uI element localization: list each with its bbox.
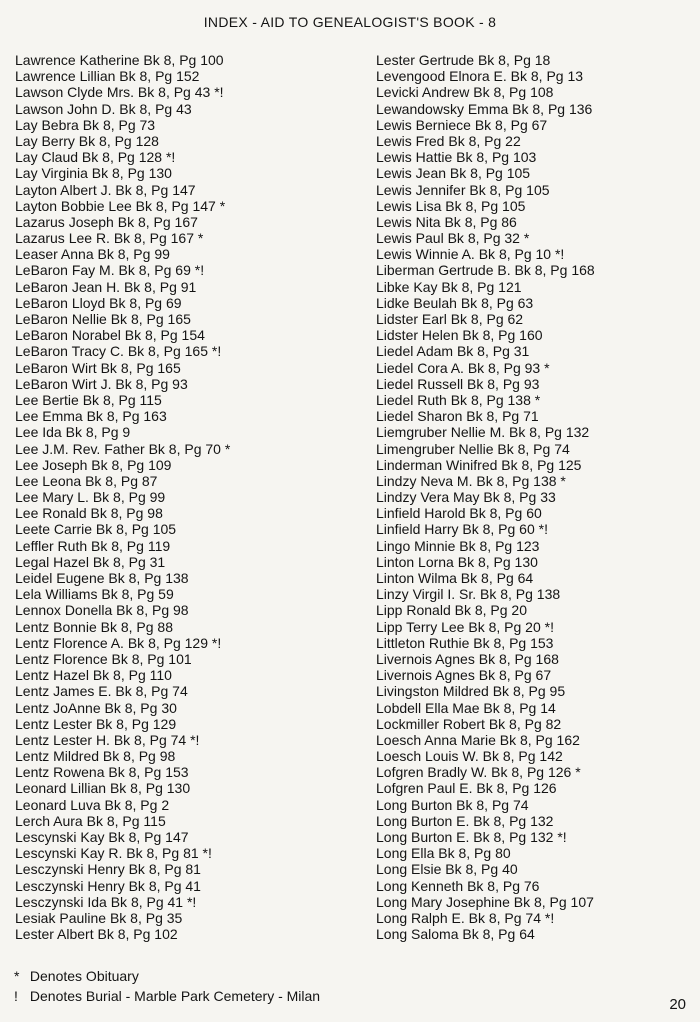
index-entry: Layton Albert J. Bk 8, Pg 147 bbox=[15, 181, 196, 198]
index-entry: Lee Bertie Bk 8, Pg 115 bbox=[15, 391, 162, 408]
index-entry: Long Kenneth Bk 8, Pg 76 bbox=[376, 877, 540, 894]
index-entry: Lay Virginia Bk 8, Pg 130 bbox=[15, 165, 172, 182]
index-entry: LeBaron Fay M. Bk 8, Pg 69 *! bbox=[15, 262, 205, 279]
index-entry: Lobdell Ella Mae Bk 8, Pg 14 bbox=[376, 699, 556, 716]
index-entry: Long Mary Josephine Bk 8, Pg 107 bbox=[376, 893, 594, 910]
index-entry: Lewis Lisa Bk 8, Pg 105 bbox=[376, 197, 526, 214]
index-entry: Lofgren Paul E. Bk 8, Pg 126 bbox=[376, 780, 557, 797]
index-entry: Linton Lorna Bk 8, Pg 130 bbox=[376, 553, 538, 570]
index-entry: LeBaron Wirt J. Bk 8, Pg 93 bbox=[15, 375, 188, 392]
index-entry: Lawrence Lillian Bk 8, Pg 152 bbox=[15, 68, 200, 85]
index-entry: Lentz Lester H. Bk 8, Pg 74 *! bbox=[15, 731, 200, 748]
index-entry: Livernois Agnes Bk 8, Pg 67 bbox=[376, 667, 552, 684]
index-entry: LeBaron Lloyd Bk 8, Pg 69 bbox=[15, 294, 182, 311]
index-entry: Leaser Anna Bk 8, Pg 99 bbox=[15, 246, 170, 263]
index-entry: Lofgren Bradly W. Bk 8, Pg 126 * bbox=[376, 764, 581, 781]
legend bbox=[14, 966, 320, 1006]
index-entry: Livernois Agnes Bk 8, Pg 168 bbox=[376, 650, 559, 667]
index-entry: Lindzy Neva M. Bk 8, Pg 138 * bbox=[376, 472, 566, 489]
index-entry: Liedel Russell Bk 8, Pg 93 bbox=[376, 375, 540, 392]
index-entry: Lentz Hazel Bk 8, Pg 110 bbox=[15, 667, 172, 684]
index-entry: Linzy Virgil I. Sr. Bk 8, Pg 138 bbox=[376, 586, 561, 603]
index-column-right bbox=[376, 52, 696, 942]
index-entry: Long Ella Bk 8, Pg 80 bbox=[376, 845, 511, 862]
index-entry: Long Saloma Bk 8, Pg 64 bbox=[376, 926, 535, 943]
index-entry: Lee Ida Bk 8, Pg 9 bbox=[15, 424, 131, 441]
index-entry: Lentz Rowena Bk 8, Pg 153 bbox=[15, 764, 189, 781]
index-entry: LeBaron Nellie Bk 8, Pg 165 bbox=[15, 311, 191, 327]
index-entry: Lentz JoAnne Bk 8, Pg 30 bbox=[15, 699, 177, 716]
index-entry: LeBaron Norabel Bk 8, Pg 154 bbox=[15, 327, 205, 344]
index-entry: Loesch Anna Marie Bk 8, Pg 162 bbox=[376, 731, 580, 748]
index-entry: Lee Joseph Bk 8, Pg 109 bbox=[15, 456, 172, 473]
index-entry: Lentz James E. Bk 8, Pg 74 bbox=[15, 683, 188, 700]
index-entry: Littleton Ruthie Bk 8, Pg 153 bbox=[376, 634, 554, 651]
index-entry: Lennox Donella Bk 8, Pg 98 bbox=[15, 602, 189, 619]
index-entry: Lewis Hattie Bk 8, Pg 103 bbox=[376, 149, 537, 166]
index-entry: Lewis Berniece Bk 8, Pg 67 bbox=[376, 116, 548, 133]
index-entry: Lipp Terry Lee Bk 8, Pg 20 *! bbox=[376, 618, 554, 635]
index-entry: Liedel Sharon Bk 8, Pg 71 bbox=[376, 408, 539, 425]
legend-symbol: ! bbox=[14, 988, 18, 1004]
index-entry: Lidster Earl Bk 8, Pg 62 bbox=[376, 311, 524, 327]
index-entry: Lazarus Joseph Bk 8, Pg 167 bbox=[15, 213, 198, 230]
index-entry: Levicki Andrew Bk 8, Pg 108 bbox=[376, 84, 554, 101]
index-entry: Linfield Harold Bk 8, Pg 60 bbox=[376, 505, 542, 522]
index-entry: Lewis Paul Bk 8, Pg 32 * bbox=[376, 230, 530, 247]
index-entry: Lela Williams Bk 8, Pg 59 bbox=[15, 586, 174, 603]
index-entry: Lescynski Kay R. Bk 8, Pg 81 *! bbox=[15, 845, 212, 862]
legend-text: Denotes Obituary bbox=[29, 968, 139, 984]
index-entry: Linton Wilma Bk 8, Pg 64 bbox=[376, 570, 534, 586]
index-entry: Lingo Minnie Bk 8, Pg 123 bbox=[376, 537, 540, 554]
index-entry: Lewandowsky Emma Bk 8, Pg 136 bbox=[376, 100, 593, 117]
index-entry: Lay Bebra Bk 8, Pg 73 bbox=[15, 116, 156, 133]
legend-text: Denotes Burial - Marble Park Cemetery - Milan bbox=[29, 988, 321, 1004]
index-entry: Lidster Helen Bk 8, Pg 160 bbox=[376, 327, 543, 344]
index-entry: LeBaron Wirt Bk 8, Pg 165 bbox=[15, 359, 181, 376]
index-entry: Layton Bobbie Lee Bk 8, Pg 147 * bbox=[15, 197, 226, 214]
index-entry: Leonard Luva Bk 8, Pg 2 bbox=[15, 796, 170, 813]
index-entry: Lazarus Lee R. Bk 8, Pg 167 * bbox=[15, 230, 204, 247]
index-entry: Long Burton E. Bk 8, Pg 132 bbox=[376, 812, 554, 829]
index-entry: Livingston Mildred Bk 8, Pg 95 bbox=[376, 683, 566, 700]
index-entry: Lester Gertrude Bk 8, Pg 18 bbox=[376, 52, 551, 68]
index-entry: Lee Ronald Bk 8, Pg 98 bbox=[15, 505, 163, 522]
index-entry: Lee Leona Bk 8, Pg 87 bbox=[15, 472, 158, 489]
index-entry: Liedel Adam Bk 8, Pg 31 bbox=[376, 343, 530, 360]
index-entry: Lesczynski Henry Bk 8, Pg 81 bbox=[15, 861, 201, 878]
index-entry: Liberman Gertrude B. Bk 8, Pg 168 bbox=[376, 262, 595, 279]
index-entry: Lawrence Katherine Bk 8, Pg 100 bbox=[15, 52, 224, 68]
index-entry: Lewis Jean Bk 8, Pg 105 bbox=[376, 165, 531, 182]
index-entry: LeBaron Jean H. Bk 8, Pg 91 bbox=[15, 278, 197, 295]
index-entry: Lester Albert Bk 8, Pg 102 bbox=[15, 926, 178, 943]
index-entry: Lay Berry Bk 8, Pg 128 bbox=[15, 132, 159, 149]
index-entry: Lawson John D. Bk 8, Pg 43 bbox=[15, 100, 192, 117]
index-entry: Linderman Winifred Bk 8, Pg 125 bbox=[376, 456, 582, 473]
index-entry: Lentz Mildred Bk 8, Pg 98 bbox=[15, 748, 176, 765]
index-entry: Limengruber Nellie Bk 8, Pg 74 bbox=[376, 440, 570, 457]
index-entry: Leidel Eugene Bk 8, Pg 138 bbox=[15, 570, 189, 586]
index-entry: Lescynski Kay Bk 8, Pg 147 bbox=[15, 829, 189, 845]
index-entry: Leonard Lillian Bk 8, Pg 130 bbox=[15, 780, 191, 797]
legend-symbol: * bbox=[14, 968, 20, 984]
index-entry: Lockmiller Robert Bk 8, Pg 82 bbox=[376, 715, 562, 732]
index-entry: Lay Claud Bk 8, Pg 128 *! bbox=[15, 149, 176, 166]
index-entry: Lindzy Vera May Bk 8, Pg 33 bbox=[376, 489, 556, 506]
legend-item-burial bbox=[14, 986, 320, 1006]
index-entry: Lipp Ronald Bk 8, Pg 20 bbox=[376, 602, 527, 619]
index-entry: Lerch Aura Bk 8, Pg 115 bbox=[15, 812, 166, 829]
index-entry: Lawson Clyde Mrs. Bk 8, Pg 43 *! bbox=[15, 84, 224, 101]
index-entry: Long Ralph E. Bk 8, Pg 74 *! bbox=[376, 909, 555, 926]
index-entry: Lentz Florence A. Bk 8, Pg 129 *! bbox=[15, 634, 222, 651]
index-entry: Lentz Lester Bk 8, Pg 129 bbox=[15, 715, 177, 732]
index-entry: Legal Hazel Bk 8, Pg 31 bbox=[15, 553, 166, 570]
index-column-left bbox=[15, 52, 355, 942]
index-entry: Lentz Florence Bk 8, Pg 101 bbox=[15, 650, 192, 667]
legend-item-obituary bbox=[14, 966, 320, 986]
index-entry: Lesczynski Henry Bk 8, Pg 41 bbox=[15, 877, 201, 894]
index-entry: Levengood Elnora E. Bk 8, Pg 13 bbox=[376, 68, 584, 85]
page-title: INDEX - AID TO GENEALOGIST'S BOOK - 8 bbox=[203, 14, 497, 30]
index-entry: Long Burton E. Bk 8, Pg 132 *! bbox=[376, 829, 567, 845]
index-entry: Linfield Harry Bk 8, Pg 60 *! bbox=[376, 521, 548, 538]
index-entry: Liedel Cora A. Bk 8, Pg 93 * bbox=[376, 359, 550, 376]
index-entry: Long Elsie Bk 8, Pg 40 bbox=[376, 861, 518, 878]
index-entry: Leete Carrie Bk 8, Pg 105 bbox=[15, 521, 177, 538]
index-entry: Lentz Bonnie Bk 8, Pg 88 bbox=[15, 618, 173, 635]
index-entry: Lee J.M. Rev. Father Bk 8, Pg 70 * bbox=[15, 440, 231, 457]
index-entry: LeBaron Tracy C. Bk 8, Pg 165 *! bbox=[15, 343, 222, 360]
index-entry: Lesczynski Ida Bk 8, Pg 41 *! bbox=[15, 893, 197, 910]
index-entry: Lee Emma Bk 8, Pg 163 bbox=[15, 408, 167, 425]
index-entry: Lidke Beulah Bk 8, Pg 63 bbox=[376, 294, 534, 311]
index-entry: Leffler Ruth Bk 8, Pg 119 bbox=[15, 537, 171, 554]
index-entry: Lewis Jennifer Bk 8, Pg 105 bbox=[376, 181, 550, 198]
index-entry: Lee Mary L. Bk 8, Pg 99 bbox=[15, 489, 166, 506]
index-entry: Long Burton Bk 8, Pg 74 bbox=[376, 796, 529, 813]
index-entry: Liemgruber Nellie M. Bk 8, Pg 132 bbox=[376, 424, 590, 441]
index-entry: Lewis Winnie A. Bk 8, Pg 10 *! bbox=[376, 246, 565, 263]
index-entry: Liedel Ruth Bk 8, Pg 138 * bbox=[376, 391, 541, 408]
index-entry: Lewis Fred Bk 8, Pg 22 bbox=[376, 132, 521, 149]
page-number: 20 bbox=[669, 996, 686, 1013]
index-entry: Lesiak Pauline Bk 8, Pg 35 bbox=[15, 909, 183, 926]
index-entry: Lewis Nita Bk 8, Pg 86 bbox=[376, 213, 517, 230]
index-entry: Loesch Louis W. Bk 8, Pg 142 bbox=[376, 748, 563, 765]
index-entry: Libke Kay Bk 8, Pg 121 bbox=[376, 278, 522, 295]
